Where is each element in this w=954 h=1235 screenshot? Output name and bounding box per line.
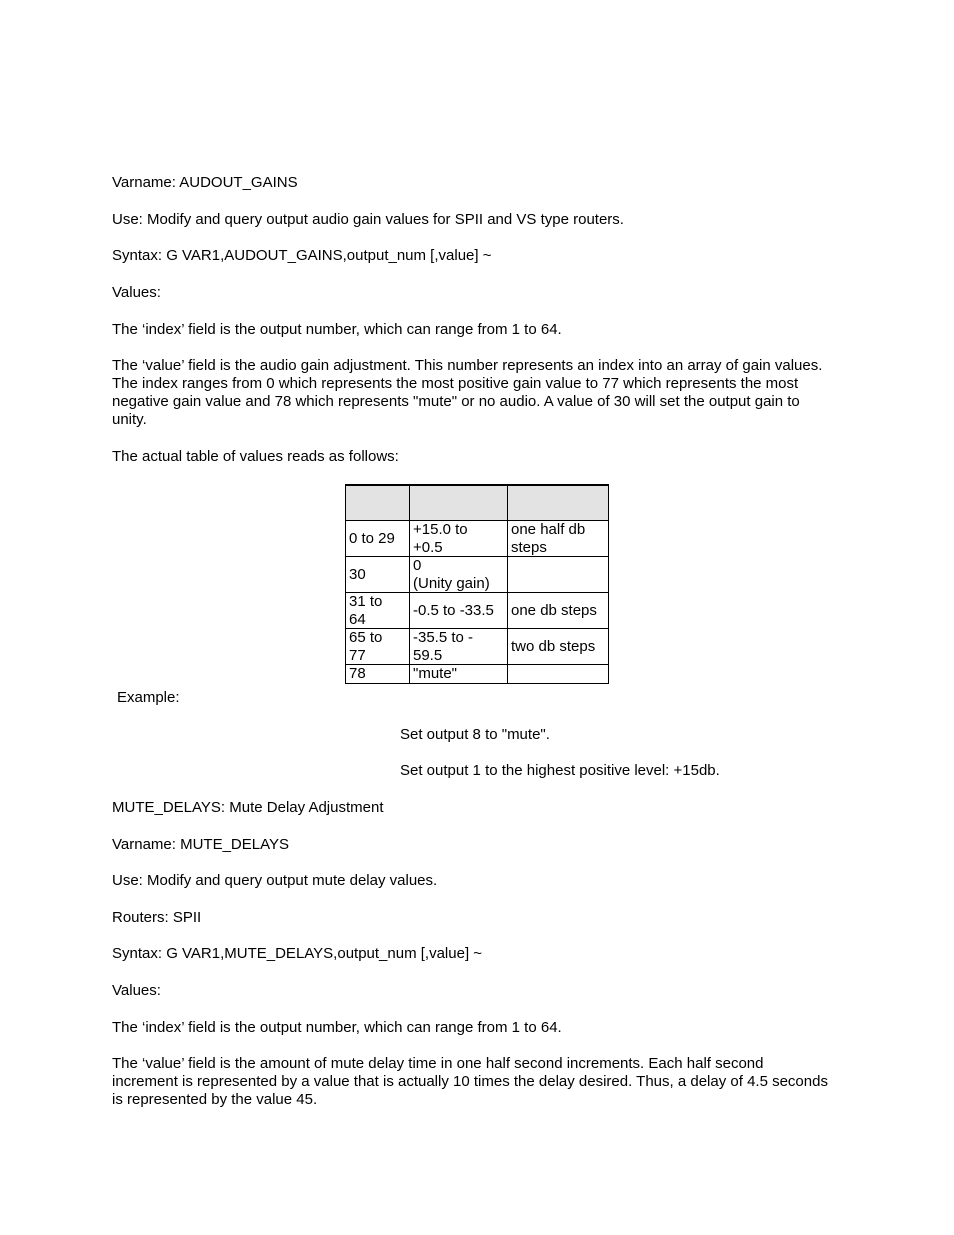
table-header-row bbox=[346, 485, 609, 521]
step-size-cell: two db steps bbox=[508, 629, 609, 665]
index-range-cell: 0 to 29 bbox=[346, 521, 410, 557]
index-range-cell: 65 to 77 bbox=[346, 629, 410, 665]
gain-range-cell: -35.5 to - 59.5 bbox=[410, 629, 508, 665]
syntax-audout-gains: Syntax: G VAR1,AUDOUT_GAINS,output_num [,value] ~ bbox=[112, 247, 492, 264]
varname-mute-delays: Varname: MUTE_DELAYS bbox=[112, 836, 290, 853]
table-row bbox=[346, 629, 609, 665]
syntax-mute-delays: Syntax: G VAR1,MUTE_DELAYS,output_num [,value] ~ bbox=[112, 945, 483, 962]
gain-range-cell: -0.5 to -33.5 bbox=[410, 593, 508, 629]
table-row bbox=[346, 593, 609, 629]
table-row bbox=[346, 665, 609, 684]
index-description-1: The ‘index’ field is the output number, which can range from 1 to 64. bbox=[112, 321, 562, 338]
section-title-mute-delays: MUTE_DELAYS: Mute Delay Adjustment bbox=[112, 799, 384, 816]
value-description-2: The ‘value’ field is the amount of mute delay time in one half second increments. Each half second increment is represented by a value that is actually 10 times the delay desired. Thus, a delay of 4.5 seconds is represented by the value 45. bbox=[112, 1055, 828, 1108]
values-label-1: Values: bbox=[112, 284, 161, 301]
gain-range-cell: "mute" bbox=[410, 665, 508, 684]
gain-range-cell: 0 (Unity gain) bbox=[410, 557, 508, 593]
step-size-cell: one db steps bbox=[508, 593, 609, 629]
gain-values-table bbox=[345, 484, 609, 684]
gain-range-cell: +15.0 to +0.5 bbox=[410, 521, 508, 557]
table-intro: The actual table of values reads as follows: bbox=[112, 448, 399, 465]
value-description-1: The ‘value’ field is the audio gain adjustment. This number represents an index into an array of gain values. The index ranges from 0 which represents the most positive gain value to 77 which represents the most negative gain value and 78 which represents "mute" or no audio. A value of 30 will set the output gain to unity. bbox=[112, 357, 823, 428]
index-range-cell: 30 bbox=[346, 557, 410, 593]
index-range-cell: 78 bbox=[346, 665, 410, 684]
index-range-cell: 31 to 64 bbox=[346, 593, 410, 629]
varname-audout-gains: Varname: AUDOUT_GAINS bbox=[112, 174, 298, 191]
step-size-cell bbox=[508, 557, 609, 593]
index-description-2: The ‘index’ field is the output number, which can range from 1 to 64. bbox=[112, 1019, 562, 1036]
table-header-cell bbox=[346, 485, 410, 521]
table-header-cell bbox=[508, 485, 609, 521]
use-mute-delays: Use: Modify and query output mute delay values. bbox=[112, 872, 438, 889]
table-header-cell bbox=[410, 485, 508, 521]
example-mute: Set output 8 to "mute". bbox=[400, 726, 550, 743]
step-size-cell: one half db steps bbox=[508, 521, 609, 557]
values-label-2: Values: bbox=[112, 982, 161, 999]
step-size-cell bbox=[508, 665, 609, 684]
routers-mute-delays: Routers: SPII bbox=[112, 909, 202, 926]
table-row bbox=[346, 521, 609, 557]
example-label: Example: bbox=[117, 689, 180, 706]
example-highest-level: Set output 1 to the highest positive level: +15db. bbox=[400, 762, 720, 779]
use-audout-gains: Use: Modify and query output audio gain values for SPII and VS type routers. bbox=[112, 211, 624, 228]
table-row bbox=[346, 557, 609, 593]
